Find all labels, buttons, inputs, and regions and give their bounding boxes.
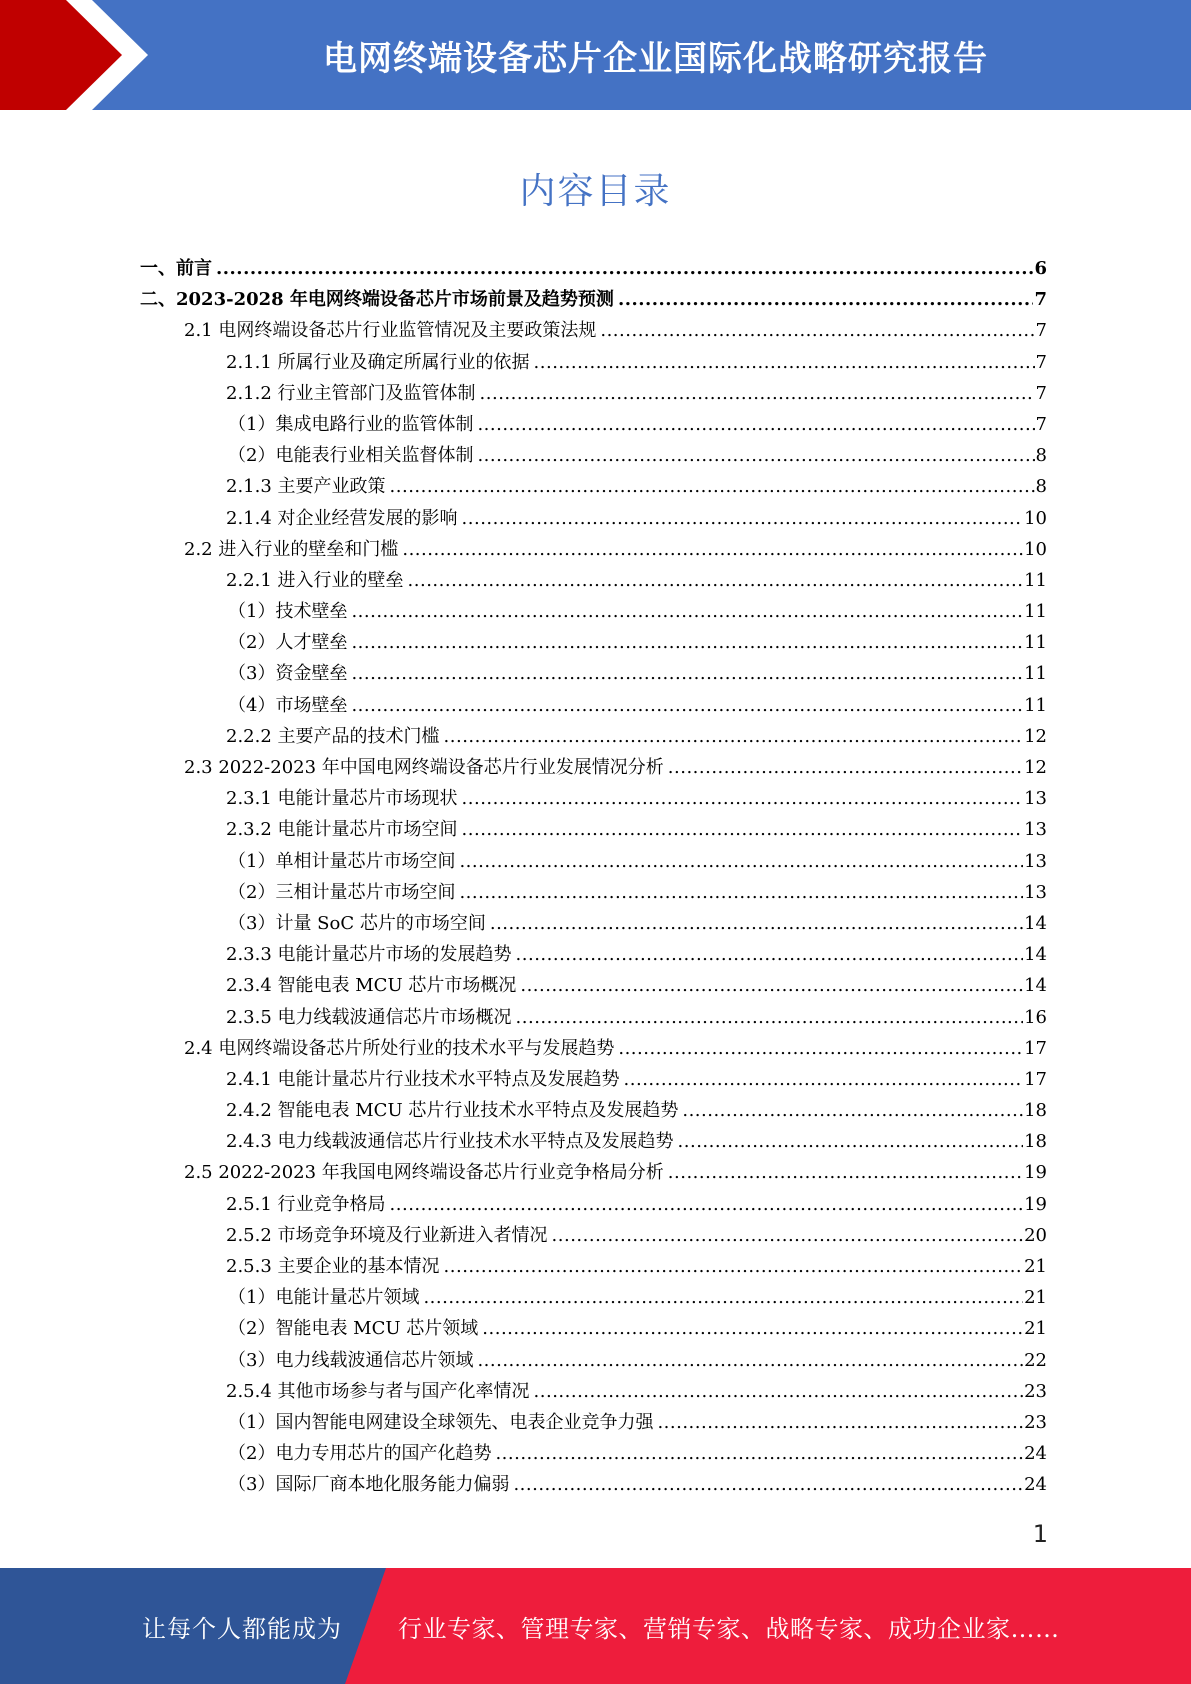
toc-entry-page: 10 [1024, 507, 1047, 529]
toc-entry-title: （3）电力线载波通信芯片领域 [228, 1349, 474, 1371]
toc-entry[interactable] [140, 878, 1047, 909]
toc-entry[interactable] [140, 753, 1047, 784]
toc-entry-title: 2.2.2 主要产品的技术门槛 [226, 725, 440, 747]
toc-dot-leader [482, 1318, 1023, 1339]
toc-entry-page: 22 [1024, 1349, 1047, 1371]
toc-entry-title: 2.5.1 行业竞争格局 [226, 1193, 386, 1215]
toc-entry[interactable] [140, 1190, 1047, 1221]
toc-entry-page: 23 [1024, 1411, 1047, 1433]
toc-dot-leader [490, 913, 1023, 934]
toc-entry-page: 8 [1035, 445, 1047, 467]
toc-entry[interactable] [140, 1439, 1047, 1470]
toc-dot-leader [668, 1162, 1023, 1183]
toc-entry[interactable] [140, 815, 1047, 846]
toc-entry-page: 19 [1024, 1162, 1047, 1184]
toc-entry[interactable] [140, 1408, 1047, 1439]
toc-entry[interactable] [140, 1158, 1047, 1189]
toc-entry[interactable] [140, 1065, 1047, 1096]
toc-entry-page: 11 [1024, 569, 1047, 591]
toc-dot-leader [600, 320, 1034, 341]
toc-entry[interactable] [140, 1096, 1047, 1127]
toc-entry-title: （3）计量 SoC 芯片的市场空间 [228, 912, 486, 934]
toc-dot-leader [444, 726, 1024, 747]
table-of-contents [140, 254, 1047, 1502]
toc-heading: 内容目录 [519, 171, 672, 212]
toc-entry-page: 21 [1024, 1287, 1047, 1309]
toc-dot-leader [351, 601, 1023, 622]
toc-entry-title: 2.1.3 主要产业政策 [226, 476, 386, 498]
toc-entry-page: 12 [1024, 725, 1047, 747]
toc-entry-page: 18 [1024, 1100, 1047, 1122]
toc-dot-leader [351, 695, 1023, 716]
toc-dot-leader [444, 1256, 1024, 1277]
toc-entry-page: 12 [1024, 757, 1047, 778]
toc-entry-title: 2.1 电网终端设备芯片行业监管情况及主要政策法规 [184, 320, 597, 342]
toc-dot-leader [408, 570, 1024, 591]
toc-dot-leader [459, 882, 1023, 903]
toc-entry-title: 2.1.4 对企业经营发展的影响 [226, 507, 458, 529]
toc-entry-title: （1）集成电路行业的监管体制 [228, 413, 474, 435]
toc-entry-title: （2）三相计量芯片市场空间 [228, 881, 456, 903]
toc-entry-page: 21 [1024, 1256, 1047, 1277]
toc-entry-title: 2.4.1 电能计量芯片行业技术水平特点及发展趋势 [226, 1068, 620, 1090]
toc-entry[interactable] [140, 1003, 1047, 1034]
toc-entry[interactable] [140, 909, 1047, 940]
toc-entry[interactable] [140, 1314, 1047, 1345]
toc-entry-page: 13 [1024, 881, 1047, 903]
toc-entry-title: 2.3.3 电能计量芯片市场的发展趋势 [226, 944, 512, 966]
toc-entry[interactable] [140, 1346, 1047, 1377]
toc-entry-page: 13 [1024, 819, 1047, 841]
toc-entry-page: 24 [1024, 1474, 1047, 1496]
toc-entry-title: （4）市场壁垒 [228, 694, 348, 716]
toc-entry[interactable] [140, 285, 1047, 316]
toc-entry[interactable] [140, 566, 1047, 597]
toc-dot-leader [477, 445, 1034, 466]
toc-entry-title: （3）资金壁垒 [228, 663, 348, 685]
toc-entry[interactable] [140, 504, 1047, 535]
toc-dot-leader [516, 1007, 1024, 1028]
toc-entry-page: 10 [1024, 538, 1047, 560]
toc-entry-title: 2.4.3 电力线载波通信芯片行业技术水平特点及发展趋势 [226, 1131, 674, 1153]
toc-entry[interactable] [140, 628, 1047, 659]
toc-dot-leader [390, 1194, 1024, 1215]
toc-entry-page: 11 [1024, 601, 1047, 623]
toc-entry-title: （1）技术壁垒 [228, 601, 348, 623]
toc-entry-title: （1）单相计量芯片市场空间 [228, 850, 456, 872]
toc-entry[interactable] [140, 254, 1047, 285]
toc-dot-leader [513, 1474, 1023, 1495]
toc-entry-title: （2）智能电表 MCU 芯片领域 [228, 1318, 479, 1340]
toc-entry-title: 2.2.1 进入行业的壁垒 [226, 569, 404, 591]
toc-entry-page: 24 [1024, 1443, 1047, 1465]
toc-entry-title: 2.4.2 智能电表 MCU 芯片行业技术水平特点及发展趋势 [226, 1100, 679, 1122]
toc-dot-leader [351, 663, 1023, 684]
toc-entry-title: （2）电能表行业相关监督体制 [228, 445, 474, 467]
toc-dot-leader [480, 383, 1035, 404]
toc-dot-leader [534, 352, 1035, 373]
toc-entry-title: 2.1.2 行业主管部门及监管体制 [226, 382, 476, 404]
toc-entry[interactable] [140, 971, 1047, 1002]
toc-entry[interactable] [140, 1034, 1047, 1065]
toc-entry-title: （2）电力专用芯片的国产化趋势 [228, 1443, 492, 1465]
toc-dot-leader [462, 819, 1024, 840]
toc-entry-title: 2.4 电网终端设备芯片所处行业的技术水平与发展趋势 [184, 1037, 615, 1059]
toc-dot-leader [477, 1350, 1023, 1371]
toc-entry[interactable] [140, 722, 1047, 753]
toc-entry[interactable] [140, 1127, 1047, 1158]
toc-entry-title: （1）国内智能电网建设全球领先、电表企业竞争力强 [228, 1411, 654, 1433]
toc-dot-leader [477, 414, 1034, 435]
toc-dot-leader [624, 1069, 1024, 1090]
toc-entry-page: 7 [1035, 320, 1047, 342]
toc-entry-title: 2.2 进入行业的壁垒和门槛 [184, 538, 399, 560]
toc-entry-title: （3）国际厂商本地化服务能力偏弱 [228, 1474, 510, 1496]
toc-entry-page: 21 [1024, 1318, 1047, 1340]
report-title: 电网终端设备芯片企业国际化战略研究报告 [323, 38, 988, 79]
footer-slogan-right: 行业专家、管理专家、营销专家、战略专家、成功企业家…… [398, 1614, 1060, 1643]
toc-entry-title: 2.5.4 其他市场参与者与国产化率情况 [226, 1380, 530, 1402]
toc-entry-title: 2.3 2022-2023 年中国电网终端设备芯片行业发展情况分析 [184, 757, 664, 778]
toc-dot-leader [351, 632, 1023, 653]
toc-entry[interactable] [140, 659, 1047, 690]
toc-entry-title: （2）人才壁垒 [228, 632, 348, 654]
toc-entry-page: 19 [1024, 1193, 1047, 1215]
toc-dot-leader [618, 289, 1034, 310]
footer-slogan-left: 让每个人都能成为 [142, 1614, 342, 1643]
toc-dot-leader [516, 944, 1024, 965]
toc-entry[interactable] [140, 1283, 1047, 1314]
toc-entry-page: 14 [1024, 912, 1047, 934]
toc-entry-page: 18 [1024, 1131, 1047, 1153]
toc-dot-leader [390, 476, 1035, 497]
toc-entry-page: 7 [1035, 413, 1047, 435]
toc-entry-page: 14 [1024, 975, 1047, 997]
toc-entry[interactable] [140, 1221, 1047, 1252]
footer-banner [0, 1568, 1191, 1684]
toc-entry-page: 17 [1024, 1068, 1047, 1090]
toc-dot-leader [495, 1443, 1023, 1464]
toc-dot-leader [462, 788, 1024, 809]
toc-entry-title: 2.5.2 市场竞争环境及行业新进入者情况 [226, 1224, 548, 1246]
page-number: 1 [1032, 1520, 1048, 1548]
toc-entry-page: 11 [1024, 632, 1047, 654]
toc-entry-title: 2.5 2022-2023 年我国电网终端设备芯片行业竞争格局分析 [184, 1162, 664, 1184]
toc-entry[interactable] [140, 410, 1047, 441]
toc-dot-leader [462, 508, 1024, 529]
toc-entry-title: 一、前言 [140, 258, 212, 279]
toc-entry-page: 23 [1024, 1380, 1047, 1402]
toc-entry[interactable] [140, 597, 1047, 628]
toc-dot-leader [534, 1381, 1024, 1402]
toc-entry-page: 16 [1024, 1006, 1047, 1028]
toc-entry[interactable] [140, 691, 1047, 722]
toc-entry[interactable] [140, 535, 1047, 566]
toc-entry[interactable] [140, 348, 1047, 379]
toc-entry[interactable] [140, 1470, 1047, 1501]
toc-entry[interactable] [140, 1252, 1047, 1283]
toc-entry-page: 11 [1024, 694, 1047, 716]
toc-entry-title: 2.3.1 电能计量芯片市场现状 [226, 788, 458, 810]
toc-entry[interactable] [140, 441, 1047, 472]
toc-dot-leader [668, 757, 1023, 778]
toc-dot-leader [423, 1287, 1023, 1308]
toc-entry-page: 14 [1024, 944, 1047, 966]
toc-dot-leader [216, 258, 1033, 279]
toc-entry-title: 2.5.3 主要企业的基本情况 [226, 1256, 440, 1277]
toc-dot-leader [682, 1100, 1023, 1121]
toc-dot-leader [657, 1412, 1023, 1433]
toc-dot-leader [520, 975, 1023, 996]
header-banner [0, 0, 1191, 110]
toc-entry-title: 二、2023-2028 年电网终端设备芯片市场前景及趋势预测 [140, 289, 614, 311]
toc-entry-page: 13 [1024, 850, 1047, 872]
toc-entry-page: 7 [1035, 351, 1047, 373]
toc-dot-leader [618, 1038, 1023, 1059]
toc-entry-page: 13 [1024, 788, 1047, 810]
toc-entry-page: 11 [1024, 663, 1047, 685]
toc-entry[interactable] [140, 316, 1047, 347]
toc-entry[interactable] [140, 940, 1047, 971]
toc-entry-title: 2.1.1 所属行业及确定所属行业的依据 [226, 351, 530, 373]
toc-entry-title: 2.3.4 智能电表 MCU 芯片市场概况 [226, 975, 517, 997]
toc-dot-leader [678, 1131, 1024, 1152]
toc-entry-title: （1）电能计量芯片领域 [228, 1287, 420, 1309]
toc-entry[interactable] [140, 379, 1047, 410]
toc-entry-page: 7 [1035, 382, 1047, 404]
toc-dot-leader [552, 1225, 1024, 1246]
toc-entry[interactable] [140, 784, 1047, 815]
toc-entry[interactable] [140, 847, 1047, 878]
toc-entry[interactable] [140, 472, 1047, 503]
toc-entry-page: 6 [1034, 258, 1047, 279]
toc-entry-page: 7 [1034, 289, 1047, 311]
toc-entry-page: 20 [1024, 1224, 1047, 1246]
toc-entry-title: 2.3.5 电力线载波通信芯片市场概况 [226, 1006, 512, 1028]
toc-entry-title: 2.3.2 电能计量芯片市场空间 [226, 819, 458, 841]
toc-entry-page: 17 [1024, 1037, 1047, 1059]
toc-entry-page: 8 [1035, 476, 1047, 498]
toc-entry[interactable] [140, 1377, 1047, 1408]
toc-dot-leader [402, 539, 1023, 560]
toc-dot-leader [459, 851, 1023, 872]
